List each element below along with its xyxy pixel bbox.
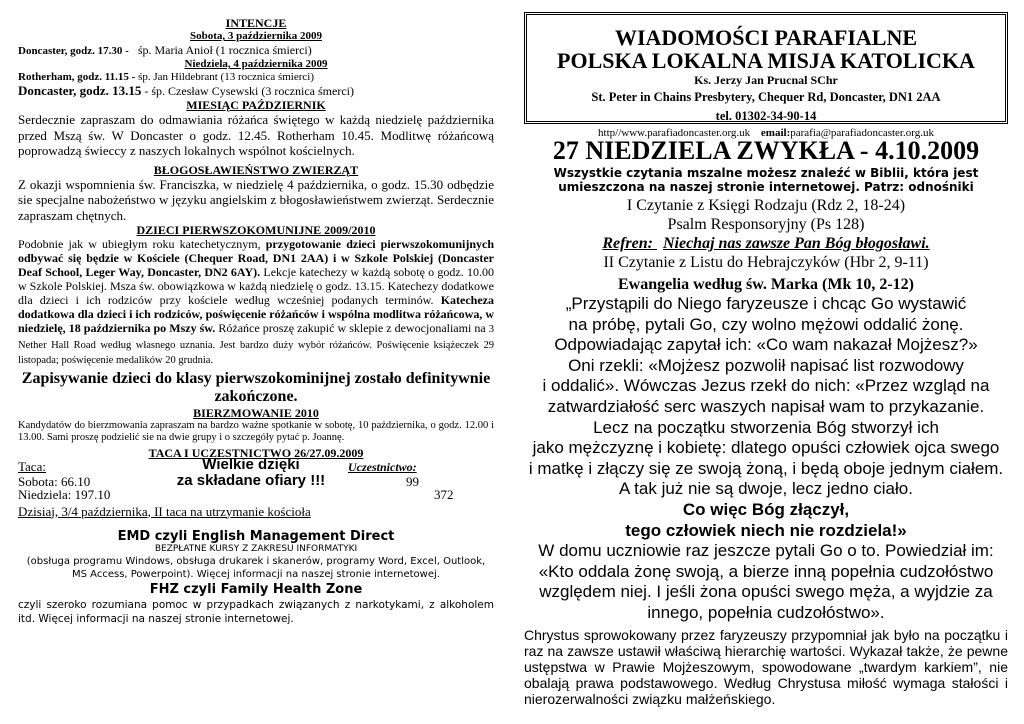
intencje-date-saturday: Sobota, 3 października 2009: [189, 30, 322, 42]
dzieci-text: [18, 237, 494, 368]
niedziela-count: 372: [434, 486, 454, 502]
miesiac-text: Serdecznie zapraszam do odmawiania różańca świętego w każdą niedzielę października przed Mszą św. W Doncaster o godz. 12.45. Rotherham 10.45. Modlitwę różańcową poprowadzą świeccy z naszych lokalnych wspólnot kościelnych.: [18, 112, 494, 158]
refrain-text: Niechaj nas zawsze Pan Bóg błogosławi.: [662, 235, 930, 252]
intencje-line-2-text: śp. Jan Hildebrant (13 rocznica śmierci): [138, 71, 315, 83]
mission-title: POLSKA LOKALNA MISJA KATOLICKA: [557, 48, 975, 73]
commentary: Chrystus sprowokowany przez faryzeuszy przypomniał jak było na początku i raz na zawsze ustawił właściwą hierarchię wartości. Wykazał także, że pewne ustępstwa w Prawie Mojżeszowym, spowodowane „twardym karkiem”, nie obalają prawa podstawowego. Według Chrystusa miłość wymaga stałości i nierozerwalności związku małżeńskiego.: [524, 626, 1008, 707]
sobota-taca: Sobota: 66.10: [18, 473, 91, 489]
gospel-line: innego, popełnia cudzołóstwo».: [647, 602, 885, 622]
right-column: [524, 0, 1008, 707]
gospel-line: A tak już nie są dwoje, lecz jedno ciało.: [619, 479, 913, 499]
refrain: [524, 234, 1008, 253]
intencje-line-3-text: - śp. Czesław Cysewski (3 rocznica śmerci): [144, 84, 354, 98]
intencje-line-3-place: Doncaster, godz. 13.15: [18, 83, 142, 98]
gospel-line: i matkę i złączy się ze swoją żoną, i będą oboje jednym ciałem.: [528, 458, 1004, 478]
bierzmowanie-text: Kandydatów do bierzmowania zapraszam na bardzo ważne spotkanie w sobotę, 10 października, o godz. 12.00 i 13.00. Sami proszę podzielić sie na dwie grupy i o szczegóły pytać p. Joannę.: [18, 419, 494, 443]
gospel-line: jako mężczyznę i kobietę: dlatego opuści człowiek ojca swego: [532, 438, 1000, 458]
gospel-line: i oddalić». Wówczas Jezus rzekł do nich: «Przez wzgląd na: [542, 376, 990, 396]
dzieci-text-3: Lekcje katechezy w każdą sobotę o godz. 10.00 w Szkole Polskiej. Msza św. obowiązkowa w każdą niedzielę o godz. 13.15. Katechezy dodatkowe dla dzieci i ich rodziców przy kościele według wcześniej podanych terminów.: [18, 265, 494, 307]
gospel-line: W domu uczniowie raz jeszcze pytali Go o to. Powiedział im:: [538, 541, 994, 561]
miesiac-heading: MIESIĄC PAŹDZIERNIK: [186, 98, 326, 112]
presbytery-address: St. Peter in Chains Presbytery, Chequer Rd, Doncaster, DN1 2AA: [591, 90, 941, 104]
psalm: Psalm Responsoryjny (Ps 128): [667, 216, 865, 233]
dzieci-text-1: Podobnie jak w ubiegłym roku katechetycznym,: [18, 237, 261, 251]
sunday-title: 27 NIEDZIELA ZWYKŁA - 4.10.2009: [552, 136, 980, 165]
emd-text: (obsługa programu Windows, obsługa drukarek i skanerów, programy Word, Excel, Outlook, MS Access, Powerpoint). Więcej informacji na naszej stronie internetowej.: [26, 556, 486, 580]
intencje-line-1: [18, 43, 494, 58]
blogoslawienstwo-text: Z okazji wspomnienia św. Franciszka, w niedzielę 4 października, o godz. 15.30 odbędzie sie specjalne nabożeństwo w języku angielskim z błogosławieństwem zwierząt. Serdecznie zapraszam chętnych.: [18, 176, 494, 223]
newsletter-title: WIADOMOŚCI PARAFIALNE: [614, 25, 918, 50]
intencje-date-sunday: Niedziela, 4 października 2009: [184, 58, 328, 70]
gospel-emphasis-2: tego człowiek niech nie rozdziela!»: [625, 520, 907, 540]
dzisiaj-taca: Dzisiaj, 3/4 października, II taca na utrzymanie kościoła: [18, 503, 311, 519]
dzieci-text-5: Różańce proszę zakupić w sklepie z dewocjonaliami na: [218, 321, 486, 335]
taca-heading: TACA I UCZESTNICTWO 26/27.09.2009: [148, 445, 364, 460]
sobota-count: 99: [406, 473, 419, 489]
gospel-emphasis-1: Co więc Bóg złączył,: [682, 499, 850, 519]
left-column: [18, 0, 494, 626]
gospel-text: [524, 294, 1008, 624]
header-box: [524, 12, 1008, 139]
email-label: email:: [760, 127, 791, 139]
gospel-line: na próbę, pytali Go, czy wolno mężowi oddalić żonę.: [568, 314, 964, 334]
gospel-line: «Kto oddala żonę swoją, a bierze inną popełnia cudzołóstwo: [538, 561, 994, 581]
dzieci-text-6: 3 Nether Hall Road według własnego uznania. Jest bardzo duży wybór różańców. Poświęcenie książeczek 29 listopada; poświęcenie medalików 20 grudnia.: [18, 324, 495, 366]
second-reading: II Czytanie z Listu do Hebrajczyków (Hbr 2, 9-11): [603, 254, 929, 271]
website-link[interactable]: http//www.parafiadoncaster.org.uk: [598, 127, 751, 139]
gospel-title: Ewangelia według św. Marka (Mk 10, 2-12): [618, 276, 914, 293]
thanks-line-2: za składane ofiary !!!: [176, 471, 326, 489]
fhz-heading: FHZ czyli Family Health Zone: [149, 582, 363, 597]
taca-block: [18, 455, 494, 504]
phone-number: tel. 01302-34-90-14: [715, 109, 817, 123]
gospel-line: Odpowiadając zapytał ich: «Co wam nakazał Mojżesz?»: [554, 335, 978, 355]
dzieci-text-2: przygotowanie dzieci pierwszokomunijnych odbywać się będzie w Kościele (Chequer Road, DN1 2AA) i w Szkole Polskiej (Doncaster Deaf School, Leger Way, Doncaster, DN2 6AY).: [18, 237, 494, 279]
intencje-line-2-place: Rotherham, godz. 11.15 -: [18, 71, 136, 83]
gospel-line: Oni rzekli: «Mojżesz pozwolił napisać list rozwodowy: [568, 355, 964, 375]
thanks-line-1: Wielkie dzięki: [202, 455, 300, 473]
intencje-line-3: [18, 84, 494, 98]
zapisywanie-notice: Zapisywanie dzieci do klasy pierwszokominijnej zostało definitywnie zakończone.: [21, 369, 491, 405]
fhz-text: czyli szeroko rozumiana pomoc w przypadkach związanych z narkotykami, z alkoholem itd. Więcej informacji na naszej stronie internetowej.: [18, 599, 494, 625]
gospel-line: względem niej. I jeśli żona opuści swego męża, a wyjdzie za: [539, 582, 993, 602]
blogoslawienstwo-heading: BŁOGOSŁAWIEŃSTWO ZWIERZĄT: [153, 162, 359, 177]
email-link[interactable]: parafia@parafiadoncaster.org.uk: [790, 127, 934, 139]
intencje-line-1-text: śp. Maria Anioł (1 rocznica śmierci): [137, 43, 312, 57]
dzieci-text-4: Katecheza dodatkowa dla dzieci i ich rodziców, poświęcenie różańców i wspólna modlitwa różańcowa, w niedzielę, 18 października po Mszy św.: [18, 293, 495, 335]
uczestnictwo-label: Uczestnictwo:: [348, 459, 417, 474]
first-reading: I Czytanie z Księgi Rodzaju (Rdz 2, 18-24): [626, 197, 906, 214]
dzieci-heading: DZIECI PIERWSZOKOMUNIJNE 2009/2010: [136, 223, 376, 237]
gospel-line: Lecz na początku stworzenia Bóg stworzył ich: [593, 417, 939, 437]
intencje-line-1-place: Doncaster, godz. 17.30 -: [18, 45, 129, 57]
taca-label: Taca:: [18, 458, 46, 474]
readings-note: Wszystkie czytania mszalne możesz znaleźć w Biblii, która jest umieszczona na naszej stronie internetowej. Patrz: odnośniki: [553, 166, 979, 194]
emd-subheading: BEZPŁATNE KURSY Z ZAKRESU INFORMATYKI: [154, 544, 358, 554]
emd-heading: EMD czyli English Management Direct: [117, 529, 395, 544]
gospel-line: zatwardziałość serc waszych napisał wam to przykazanie.: [547, 396, 985, 416]
refrain-label: Refren:: [602, 235, 653, 252]
intencje-heading: INTENCJE: [225, 16, 287, 30]
niedziela-taca: Niedziela: 197.10: [18, 486, 111, 502]
priest-name: Ks. Jerzy Jan Prucnal SChr: [694, 73, 838, 87]
gospel-line: „Przystąpili do Niego faryzeusze i chcąc Go wystawić: [565, 294, 967, 313]
thanks-message: [136, 457, 366, 489]
bierzmowanie-heading: BIERZMOWANIE 2010: [193, 405, 319, 420]
